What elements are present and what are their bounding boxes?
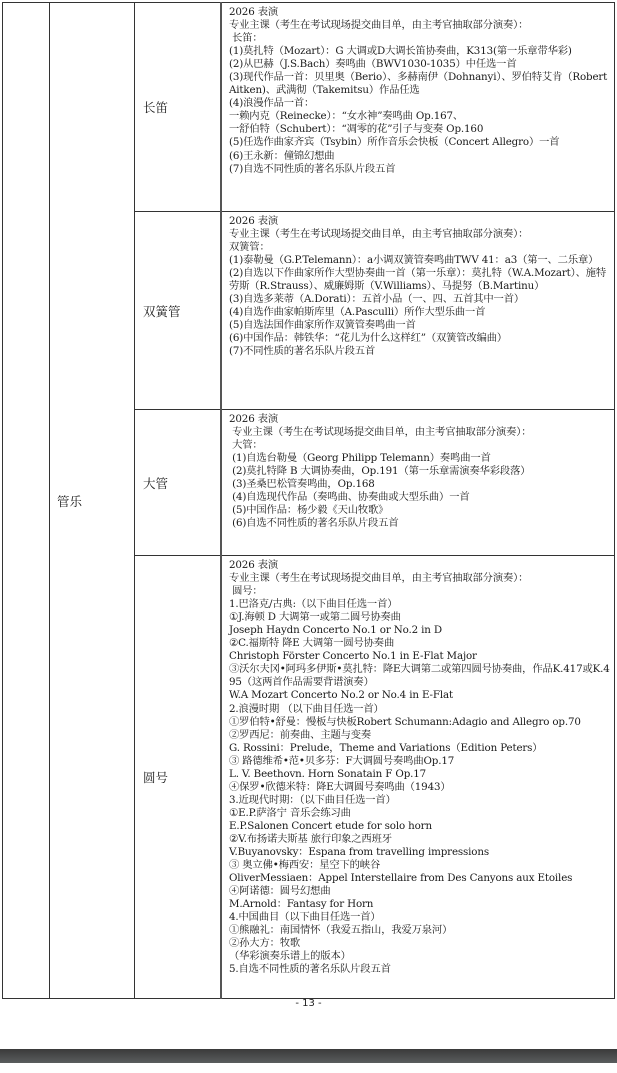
requirement-line: ②罗西尼：前奏曲、主题与变奏: [229, 728, 372, 741]
requirement-line: E.P.Salonen Concert etude for solo horn: [229, 819, 432, 832]
requirements-cell: [221, 212, 615, 410]
instrument-cell: [135, 410, 222, 556]
requirement-line: （华彩演奏乐谱上的版本）: [229, 950, 351, 963]
instrument-cell: [135, 556, 222, 999]
requirement-line: ④阿诺德：圆号幻想曲: [229, 885, 331, 898]
requirement-line: (6)自选不同性质的著名乐队片段五首: [229, 517, 399, 530]
requirement-line: (7)不同性质的著名乐队片段五首: [229, 345, 376, 358]
requirement-line: ①熊融礼：南国情怀（我爱五指山，我爱万泉河）: [229, 924, 453, 937]
requirement-line: 2026 表演: [229, 559, 279, 571]
requirement-line: Joseph Haydn Concerto No.1 or No.2 in D: [229, 624, 442, 637]
requirement-line: 专业主课（考生在考试现场提交曲目单，由主考官抽取部分演奏）：: [229, 572, 529, 585]
requirements-cell: [221, 556, 615, 999]
requirement-line: ④保罗•欣德米特：降E大调圆号奏鸣曲（1943）: [229, 780, 451, 793]
syllabus-table: [2, 2, 615, 999]
instrument-cell: [135, 3, 222, 212]
requirement-line: (5)中国作品：杨少毅《天山牧歌》: [229, 504, 389, 517]
category-cell: [50, 3, 135, 999]
requirement-line: L. V. Beethovn. Horn Sonatain F Op.17: [229, 767, 427, 780]
requirement-line: 专业主课（考生在考试现场提交曲目单，由主考官抽取部分演奏）：: [229, 19, 529, 32]
requirement-line: (4)自选作曲家帕斯库里（A.Pasculli）所作大型乐曲一首: [229, 306, 486, 319]
requirement-line: (1)泰勒曼（G.P.Telemann）：a小调双簧管奏鸣曲TWV 41：a3（第一、二乐章）: [229, 254, 599, 267]
requirement-line: (1)莫扎特（Mozart）：G 大调或D大调长笛协奏曲，K313(第一乐章带华彩): [229, 45, 572, 58]
requirement-line: (4)自选现代作品（奏鸣曲、协奏曲或大型乐曲）一首: [229, 491, 470, 504]
requirement-line: M.Arnold：Fantasy for Horn: [229, 898, 374, 911]
requirement-line: 2.浪漫时期 （以下曲目任选一首）: [229, 702, 384, 715]
requirement-line: OliverMessiaen：Appel Interstellaire from Des Canyons aux Etoiles: [229, 872, 573, 885]
instrument-label: 大管: [143, 475, 169, 491]
requirement-line: (1)自选台勒曼（Georg Philipp Telemann）奏鸣曲一首: [229, 452, 491, 465]
requirement-line: ②孙大方：牧歌: [229, 937, 301, 950]
requirement-line: W.A Mozart Concerto No.2 or No.4 in E-Flat: [229, 689, 453, 702]
requirement-line: 大管：: [229, 439, 263, 452]
instrument-label: 双簧管: [143, 303, 181, 319]
requirement-line: (6)王永新：僮锦幻想曲: [229, 149, 335, 162]
requirement-line: ③ 路德维希•范•贝多芬：F大调圆号奏鸣曲Op.17: [229, 754, 455, 767]
requirement-line: ②V.布扬诺夫斯基 旅行印象之西班牙: [229, 832, 392, 845]
requirement-line: (6)中国作品：韩铁华：“花儿为什么这样红”（双簧管改编曲）: [229, 332, 508, 345]
requirement-line: ③ 奥立佛•梅西安：星空下的峡谷: [229, 859, 381, 872]
instrument-label: 长笛: [143, 100, 169, 115]
table-row-flute: [3, 3, 615, 212]
requirement-line: 5.自选不同性质的著名乐队片段五首: [229, 963, 391, 976]
requirement-line: ②C.福斯特 降E 大调第一圆号协奏曲: [229, 637, 395, 650]
requirement-line: (5)任选作曲家齐宾（Tsybin）所作音乐会快板（Concert Allegro）一首: [229, 136, 560, 149]
viewer-bottom-bar: [0, 1049, 617, 1063]
requirement-line: ①E.P.萨洛宁 音乐会练习曲: [229, 806, 351, 819]
requirement-line: 2026 表演: [229, 413, 279, 425]
requirement-line: 2026 表演: [229, 215, 279, 227]
category-label: 管乐: [57, 493, 83, 509]
requirement-line: (3)现代作品一首：贝里奥（Berio）、多赫南伊（Dohnanyi）、罗伯特艾肯（Robert Aitken)、武满彻（Takemitsu）作品任选: [229, 71, 611, 97]
requirement-line: ③沃尔夫冈•阿玛多伊斯•莫扎特：降E大调第二或第四圆号协奏曲，作品K.417或K.495（这两首作品需要背谱演奏）: [229, 663, 610, 689]
requirement-line: V.Buyanovsky：Espana from travelling impressions: [229, 846, 489, 859]
requirement-line: 3.近现代时期：（以下曲目任选一首）: [229, 793, 396, 806]
requirement-line: 双簧管：: [229, 241, 270, 254]
requirement-line: ①罗伯特•舒曼：慢板与快板Robert Schumann:Adagio and Allegro op.70: [229, 715, 581, 728]
instrument-label: 圆号: [143, 770, 169, 785]
requirement-line: (3)圣桑巴松管奏鸣曲，Op.168: [229, 478, 375, 491]
requirement-line: 圆号：: [229, 585, 263, 598]
requirement-line: (2)莫扎特降 B 大调协奏曲，Op.191（第一乐章需演奏华彩段落）: [229, 465, 531, 478]
requirement-line: (5)自选法国作曲家所作双簧管奏鸣曲一首: [229, 319, 416, 332]
requirement-line: 专业主课（考生在考试现场提交曲目单，由主考官抽取部分演奏）：: [229, 228, 529, 241]
requirement-line: 专业主课（考生在考试现场提交曲目单，由主考官抽取部分演奏）：: [229, 426, 532, 439]
requirement-line: (2)自选以下作曲家所作大型协奏曲一首（第一乐章）：莫扎特（W.A.Mozart）、施特劳斯（R.Strauss）、威廉姆斯（V.Williams）、马提努（B.Martinu）: [229, 267, 607, 293]
page-number: - 13 -: [295, 998, 322, 1009]
requirements-cell: [221, 3, 615, 212]
requirement-line: 4.中国曲目（以下曲目任选一首）: [229, 911, 381, 924]
blank-cell: [3, 3, 50, 999]
requirement-line: 一舒伯特（Schubert）：“凋零的花”引子与变奏 Op.160: [229, 123, 484, 136]
requirement-line: ①J.海顿 D 大调第一或第二圆号协奏曲: [229, 611, 401, 624]
requirements-cell: [221, 410, 615, 556]
requirement-line: G. Rossini：Prelude，Theme and Variations（Edition Peters）: [229, 741, 543, 754]
requirement-line: 2026 表演: [229, 6, 279, 18]
requirement-line: (2)从巴赫（J.S.Bach）奏鸣曲（BWV1030-1035）中任选一首: [229, 58, 517, 71]
requirement-line: (7)自选不同性质的著名乐队片段五首: [229, 162, 396, 175]
instrument-cell: [135, 212, 222, 410]
requirement-line: Christoph Förster Concerto No.1 in E-Flat Major: [229, 650, 477, 663]
requirement-line: 长笛：: [229, 32, 263, 45]
requirement-line: (4)浪漫作品一首：: [229, 97, 315, 110]
requirement-line: (3)自选多莱蒂（A.Dorati）：五首小品（一、四、五首其中一首）: [229, 293, 524, 306]
requirement-line: 1.巴洛克/古典:（以下曲目任选一首）: [229, 598, 398, 611]
requirement-line: 一赖内克（Reinecke）：“女水神”奏鸣曲 Op.167、: [229, 110, 464, 123]
